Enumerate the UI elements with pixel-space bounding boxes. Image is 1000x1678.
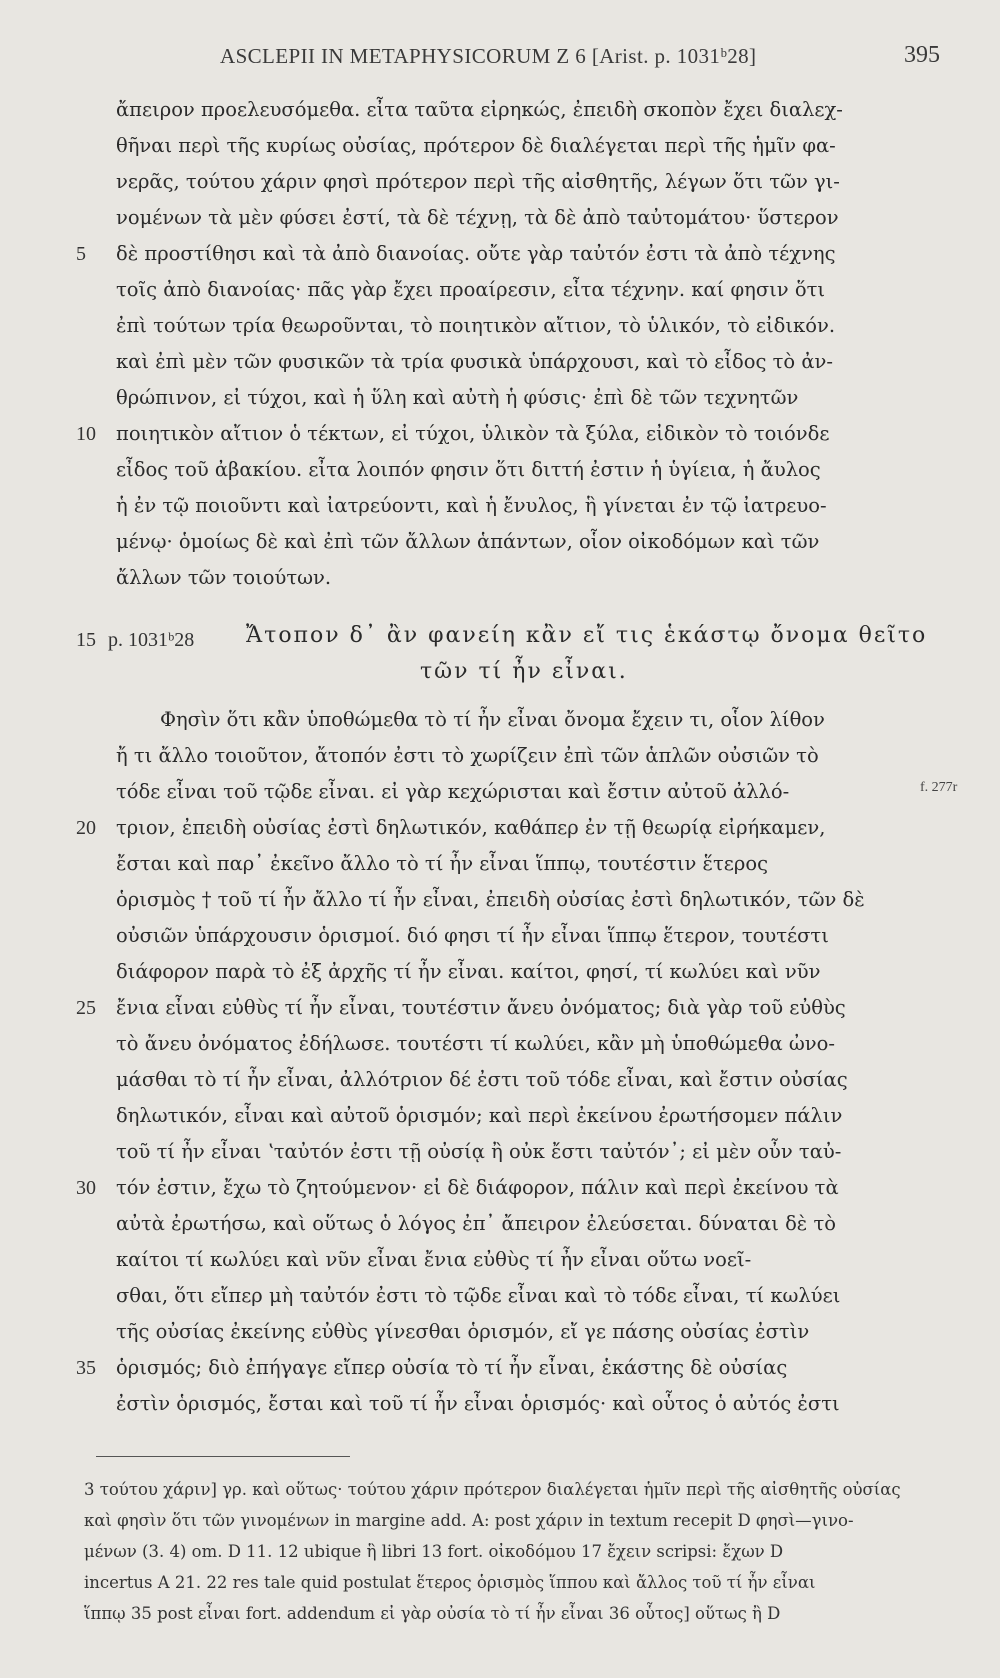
line-number — [76, 1314, 112, 1350]
text-line: ἤ τι ἄλλο τοιοῦτον, ἄτοπόν ἐστι τὸ χωρίζειν ἐπὶ τῶν ἁπλῶν οὐσιῶν τὸ — [116, 744, 819, 767]
text-line: νερᾶς, τούτου χάριν φησὶ πρότερον περὶ τῆς αἰσθητῆς, λέγων ὅτι τῶν γι- — [116, 170, 840, 193]
marginal-folio-note: f. 277r — [920, 780, 958, 795]
text-line: τοῖς ἀπὸ διανοίας· πᾶς γὰρ ἔχει προαίρεσιν, εἶτα τέχνην. καί φησιν ὅτι — [116, 278, 826, 301]
line-number — [76, 1278, 112, 1314]
line-number: 5 — [76, 243, 86, 265]
text-line: ἄπειρον προελευσόμεθα. εἶτα ταῦτα εἰρηκώς, ἐπειδὴ σκοπὸν ἔχει διαλεχ- — [116, 98, 843, 121]
line-number — [76, 560, 112, 596]
text-line: δηλωτικόν, εἶναι καὶ αὐτοῦ ὁρισμόν; καὶ περὶ ἐκείνου ἐρωτήσομεν πάλιν — [116, 1104, 843, 1127]
line-number — [76, 846, 112, 882]
lemma-text: Ἄτοπον δ᾽ ἂν φανείη κἂν εἴ τις ἑκάστῳ ὄνομα θεῖτο — [246, 623, 928, 648]
line-number: 10 — [76, 423, 96, 445]
line-number — [76, 954, 112, 990]
text-line: αὐτὰ ἐρωτήσω, καὶ οὕτως ὁ λόγος ἐπ᾽ ἄπειρον ἐλεύσεται. δύναται δὲ τὸ — [116, 1212, 836, 1235]
text-line: ἄλλων τῶν τοιούτων. — [116, 566, 332, 589]
line-number — [76, 918, 112, 954]
line-number — [76, 452, 112, 488]
text-line — [116, 1412, 926, 1448]
text-line: τοῦ τί ἦν εἶναι ʽταὐτόν ἐστι τῇ οὐσίᾳ ἢ οὐκ ἔστι ταὐτόν᾽; εἰ μὲν οὖν ταὐ- — [116, 1140, 842, 1163]
text-line: ἔνια εἶναι εὐθὺς τί ἦν εἶναι, τουτέστιν ἄνευ ὀνόματος; διὰ γὰρ τοῦ εὐθὺς — [116, 996, 846, 1019]
footnote-line: 3 τούτου χάριν] γρ. καὶ οὕτως· τούτου χάριν πρότερον διαλέγεται ἡμῖν περὶ τῆς αἰσθητῆς οὐσίας — [84, 1480, 901, 1499]
text-line: ὁρισμός; διὸ ἐπήγαγε εἴπερ οὐσία τὸ τί ἦν εἶναι, ἑκάστης δὲ οὐσίας — [116, 1356, 788, 1379]
text-line: καὶ ἐπὶ μὲν τῶν φυσικῶν τὰ τρία φυσικὰ ὑπάρχουσι, καὶ τὸ εἶδος τὸ ἀν- — [116, 350, 833, 373]
text-line: διάφορον παρὰ τὸ ἐξ ἀρχῆς τί ἦν εἶναι. καίτοι, φησί, τί κωλύει καὶ νῦν — [116, 960, 821, 983]
footnote-line: incertus A 21. 22 res tale quid postulat ἕτερος ὁρισμὸς ἵππου καὶ ἄλλος τοῦ τί ἦν εἶναι — [84, 1573, 816, 1592]
footnote-line: καὶ φησὶν ὅτι τῶν γινομένων in margine add. A: post χάριν in textum recepit D φησὶ—γινο- — [84, 1511, 854, 1530]
footnote-divider — [96, 1456, 350, 1457]
line-number — [76, 164, 112, 200]
text-line: θῆναι περὶ τῆς κυρίως οὐσίας, πρότερον δὲ διαλέγεται περὶ τῆς ἡμῖν φα- — [116, 134, 836, 157]
line-number — [76, 1098, 112, 1134]
line-number: 30 — [76, 1177, 96, 1199]
text-line: τόδε εἶναι τοῦ τῷδε εἶναι. εἰ γὰρ κεχώρισται καὶ ἔστιν αὐτοῦ ἀλλό- — [116, 780, 790, 803]
lemma-reference: p. 1031ᵇ28 — [108, 629, 195, 651]
line-number — [76, 1062, 112, 1098]
text-line: ἡ ἐν τῷ ποιοῦντι καὶ ἰατρεύοντι, καὶ ἡ ἔνυλος, ἣ γίνεται ἐν τῷ ἰατρευο- — [116, 494, 827, 517]
text-line: οὐσιῶν ὑπάρχουσιν ὁρισμοί. διό φησι τί ἦν εἶναι ἵππῳ ἕτερον, τουτέστι — [116, 924, 829, 947]
line-number — [76, 488, 112, 524]
text-line: θρώπινον, εἰ τύχοι, καὶ ἡ ὕλη καὶ αὐτὴ ἡ φύσις· ἐπὶ δὲ τῶν τεχνητῶν — [116, 386, 799, 409]
line-number — [76, 308, 112, 344]
text-line: νομένων τὰ μὲν φύσει ἐστί, τὰ δὲ τέχνῃ, τὰ δὲ ἀπὸ ταὐτομάτου· ὕστερον — [116, 206, 839, 229]
line-number — [76, 344, 112, 380]
lemma-text-continued: τῶν τί ἦν εἶναι. — [420, 659, 628, 684]
line-number — [76, 524, 112, 560]
page-number: 395 — [904, 42, 940, 68]
text-line: τῆς οὐσίας ἐκείνης εὐθὺς γίνεσθαι ὁρισμόν, εἴ γε πάσης οὐσίας ἐστὶν — [116, 1320, 810, 1343]
text-line: Φησὶν ὅτι κἂν ὑποθώμεθα τὸ τί ἦν εἶναι ὄνομα ἔχειν τι, οἷον λίθον — [160, 708, 825, 731]
line-number — [76, 272, 112, 308]
line-number — [76, 1422, 112, 1458]
text-line: εἶδος τοῦ ἀβακίου. εἶτα λοιπόν φησιν ὅτι διττή ἐστιν ἡ ὑγίεια, ἡ ἄυλος — [116, 458, 821, 481]
text-line: τριον, ἐπειδὴ οὐσίας ἐστὶ δηλωτικόν, καθάπερ ἐν τῇ θεωρίᾳ εἰρήκαμεν, — [116, 816, 826, 839]
line-number — [76, 1026, 112, 1062]
line-number: 15 — [76, 629, 96, 651]
footnote-line: ἵππῳ 35 post εἶναι fort. addendum εἰ γὰρ οὐσία τὸ τί ἦν εἶναι 36 οὗτος] οὕτως ἢ D — [84, 1604, 781, 1623]
line-number — [76, 1206, 112, 1242]
page-header — [220, 44, 940, 84]
line-number — [76, 882, 112, 918]
text-line: τόν ἐστιν, ἔχω τὸ ζητούμενον· εἰ δὲ διάφορον, πάλιν καὶ περὶ ἐκείνου τὰ — [116, 1176, 839, 1199]
text-line: ποιητικὸν αἴτιον ὁ τέκτων, εἰ τύχοι, ὑλικὸν τὰ ξύλα, εἰδικὸν τὸ τοιόνδε — [116, 422, 830, 445]
text-line: μένῳ· ὁμοίως δὲ καὶ ἐπὶ τῶν ἄλλων ἁπάντων, οἷον οἰκοδόμων καὶ τῶν — [116, 530, 820, 553]
line-number: 20 — [76, 817, 96, 839]
footnote-line: μένων (3. 4) om. D 11. 12 ubique ἣ libri 13 fort. οἰκοδόμου 17 ἔχειν scripsi: ἔχων D — [84, 1542, 784, 1561]
line-number — [76, 774, 112, 810]
line-number: 35 — [76, 1357, 96, 1379]
line-number — [76, 738, 112, 774]
text-line: καίτοι τί κωλύει καὶ νῦν εἶναι ἔνια εὐθὺς τί ἦν εἶναι οὕτω νοεῖ- — [116, 1248, 752, 1271]
text-line: ἔσται καὶ παρ᾽ ἐκεῖνο ἄλλο τὸ τί ἦν εἶναι ἵππῳ, τουτέστιν ἕτερος — [116, 852, 769, 875]
line-number: 25 — [76, 997, 96, 1019]
line-number — [76, 92, 112, 128]
text-line: σθαι, ὅτι εἴπερ μὴ ταὐτόν ἐστι τὸ τῷδε εἶναι καὶ τὸ τόδε εἶναι, τί κωλύει — [116, 1284, 841, 1307]
text-line: ὁρισμὸς † τοῦ τί ἦν ἄλλο τί ἦν εἶναι, ἐπειδὴ οὐσίας ἐστὶ δηλωτικόν, τῶν δὲ — [116, 888, 865, 911]
line-number — [76, 1386, 112, 1422]
text-line: ἐπὶ τούτων τρία θεωροῦνται, τὸ ποιητικὸν αἴτιον, τὸ ὑλικόν, τὸ εἰδικόν. — [116, 314, 836, 337]
line-number — [76, 1242, 112, 1278]
line-number — [76, 128, 112, 164]
text-line: μάσθαι τὸ τί ἦν εἶναι, ἀλλότριον δέ ἐστι τοῦ τόδε εἶναι, καὶ ἔστιν οὐσίας — [116, 1068, 848, 1091]
text-line: τὸ ἄνευ ὀνόματος ἐδήλωσε. τουτέστι τί κωλύει, κἂν μὴ ὑποθώμεθα ὠνο- — [116, 1032, 835, 1055]
text-line: ἐστὶν ὁρισμός, ἔσται καὶ τοῦ τί ἦν εἶναι ὁρισμός· καὶ οὗτος ὁ αὐτός ἐστι — [116, 1392, 840, 1415]
line-number — [76, 200, 112, 236]
text-line: δὲ προστίθησι καὶ τὰ ἀπὸ διανοίας. οὔτε γὰρ ταὐτόν ἐστι τὰ ἀπὸ τέχνης — [116, 242, 836, 265]
line-number — [76, 380, 112, 416]
line-number — [76, 1134, 112, 1170]
running-head: ASCLEPII IN METAPHYSICORUM Z 6 [Arist. p. 1031ᵇ28] — [220, 44, 757, 68]
